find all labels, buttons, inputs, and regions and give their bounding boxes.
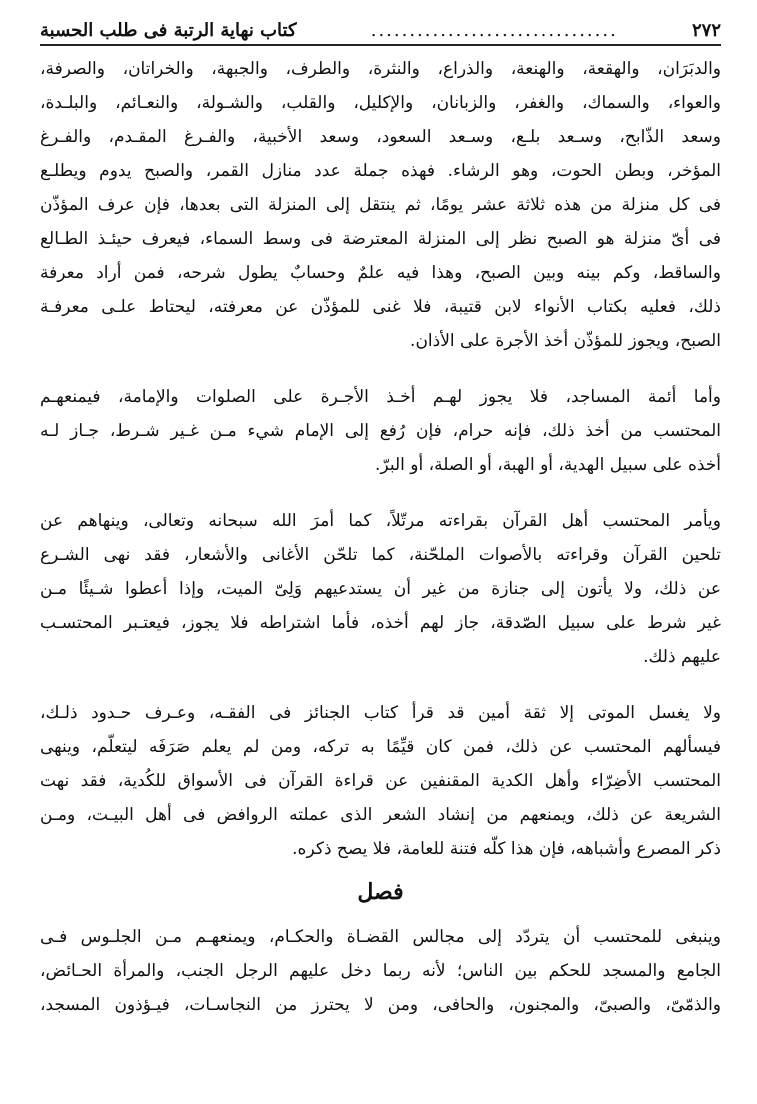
text-line: والدبَرَان، والهقعة، والهنعة، والذراع، والنثرة، والطرف، والجبهة، والخراتان، والصرفة، <box>40 59 721 79</box>
paragraph-gap <box>40 358 721 380</box>
text-line: ذكر المصرع وأشباهه، فإن هذا كلّه فتنة للعامة، فلا يصح ذكره. <box>292 839 721 859</box>
paragraph-gap <box>40 674 721 696</box>
paragraph-4 <box>40 696 721 866</box>
text-line: ذلك، فعليه بكتاب الأنواء لابن قتيبة، فلا غنى للمؤذّن عن معرفته، ليحتاط علـى معرفـة <box>40 297 721 317</box>
text-line: المؤخر، وبطن الحوت، وهو الرشاء. فهذه جملة عدد منازل القمر، والصبح يدوم ويطلـع <box>40 161 721 181</box>
text-line: أخذه على سبيل الهدية، أو الهبة، أو الصلة، أو البرّ. <box>375 455 721 475</box>
text-line: وسعد الذّابح، وسـعد بلـع، وسـعد السعود، وسعد الأخبية، والفـرغ المقـدم، والفـرغ <box>40 127 721 147</box>
text-line: المحتسب من أخذ ذلك، فإنه حرام، فإن رُفع إلى الإمام شيء مـن غـير شـرط، جـاز لـه <box>40 421 721 441</box>
section-heading: فصل <box>357 879 404 905</box>
text-line: والذمّىّ، والصبىّ، والمجنون، والحافى، ومن لا يحترز من النجاسـات، فيـؤذون المسجد، <box>40 995 721 1015</box>
text-line: عن ذلك، ولا يأتون إلى جنازة من غير أن يستدعيهم وَلِىّ الميت، وإذا أعطوا شـيئًا مـن <box>40 579 721 599</box>
text-line: عليهم ذلك. <box>643 647 721 667</box>
paragraph-1 <box>40 52 721 358</box>
text-line: المحتسب الأضِرّاء وأهل الكدية المقنفين عن قراءة القرآن فى الأسواق للكُدية، فقد نهت <box>40 771 721 791</box>
running-title: كتاب نهاية الرتبة فى طلب الحسبة <box>40 19 297 41</box>
section-paragraph <box>40 920 721 1022</box>
header-leader-dots: ................................ <box>370 19 618 41</box>
text-line: وينبغى للمحتسب أن يتردّد إلى مجالس القضـاة والحكـام، ويمنعهـم مـن الجلـوس فـى <box>40 927 721 947</box>
page-number: ٢٧٢ <box>691 19 721 41</box>
header-rule <box>40 44 721 46</box>
paragraph-3 <box>40 504 721 674</box>
text-line: الجامع والمسجد للحكم بين الناس؛ لأنه ربما دخل عليهم الرجل الجنب، والمرأة الحـائض، <box>40 961 721 981</box>
text-line: ولا يغسل الموتى إلا ثقة أمين قد قرأ كتاب الجنائز فى الفقـه، وعـرف حـدود ذلـك، <box>40 703 721 723</box>
paragraph-2 <box>40 380 721 482</box>
text-line: تلحين القرآن وقراءته بالأصوات الملحّنة، كما تلحّن الأغانى والأشعار، فقد نهى الشـرع <box>40 545 721 565</box>
text-line: الشريعة عن ذلك، ويمنعهم من إنشاد الشعر الذى عملته الروافض فى أهل البيـت، ومـن <box>40 805 721 825</box>
paragraph-gap <box>40 482 721 504</box>
text-line: والعواء، والسماك، والغفر، والزبانان، والإكليل، والقلب، والشـولة، والنعـائم، والبلـدة، <box>40 93 721 113</box>
text-line: فيسألهم المحتسب عن ذلك، فمن كان قيِّمًا به تركه، ومن لم يعلم صَرَفَه ليتعلّم، وينهى <box>40 737 721 757</box>
text-line: فى كل منزلة من هذه ثلاثة عشر يومًا، ثم ينتقل إلى المنزلة التى بعدها، فإن عرف المؤذّن <box>40 195 721 215</box>
text-line: غير شرط على سبيل الصّدقة، جاز لهم أخذه، فأما اشتراطه فلا يجوز، فيعتـبر المحتسـب <box>40 613 721 633</box>
running-header <box>40 16 721 44</box>
text-line: والساقط، وكم بينه وبين الصبح، وهذا فيه علمٌ وحسابٌ يطول شرحه، فمن أراد معرفة <box>40 263 721 283</box>
text-line: الصبح، ويجوز للمؤذّن أخذ الأجرة على الأذان. <box>410 331 721 351</box>
text-line: وأما أئمة المساجد، فلا يجوز لهـم أخـذ الأجـرة على الصلوات والإمامة، فيمنعهـم <box>40 387 721 407</box>
text-line: فى أىّ منزلة هو الصبح نظر إلى المنزلة المعترضة فى وسط السماء، فيعرف حيئـذ الطـالع <box>40 229 721 249</box>
text-line: ويأمر المحتسب أهل القرآن بقراءته مرتّلاً، كما أمرَ الله سبحانه وتعالى، وينهاهم عن <box>40 511 721 531</box>
